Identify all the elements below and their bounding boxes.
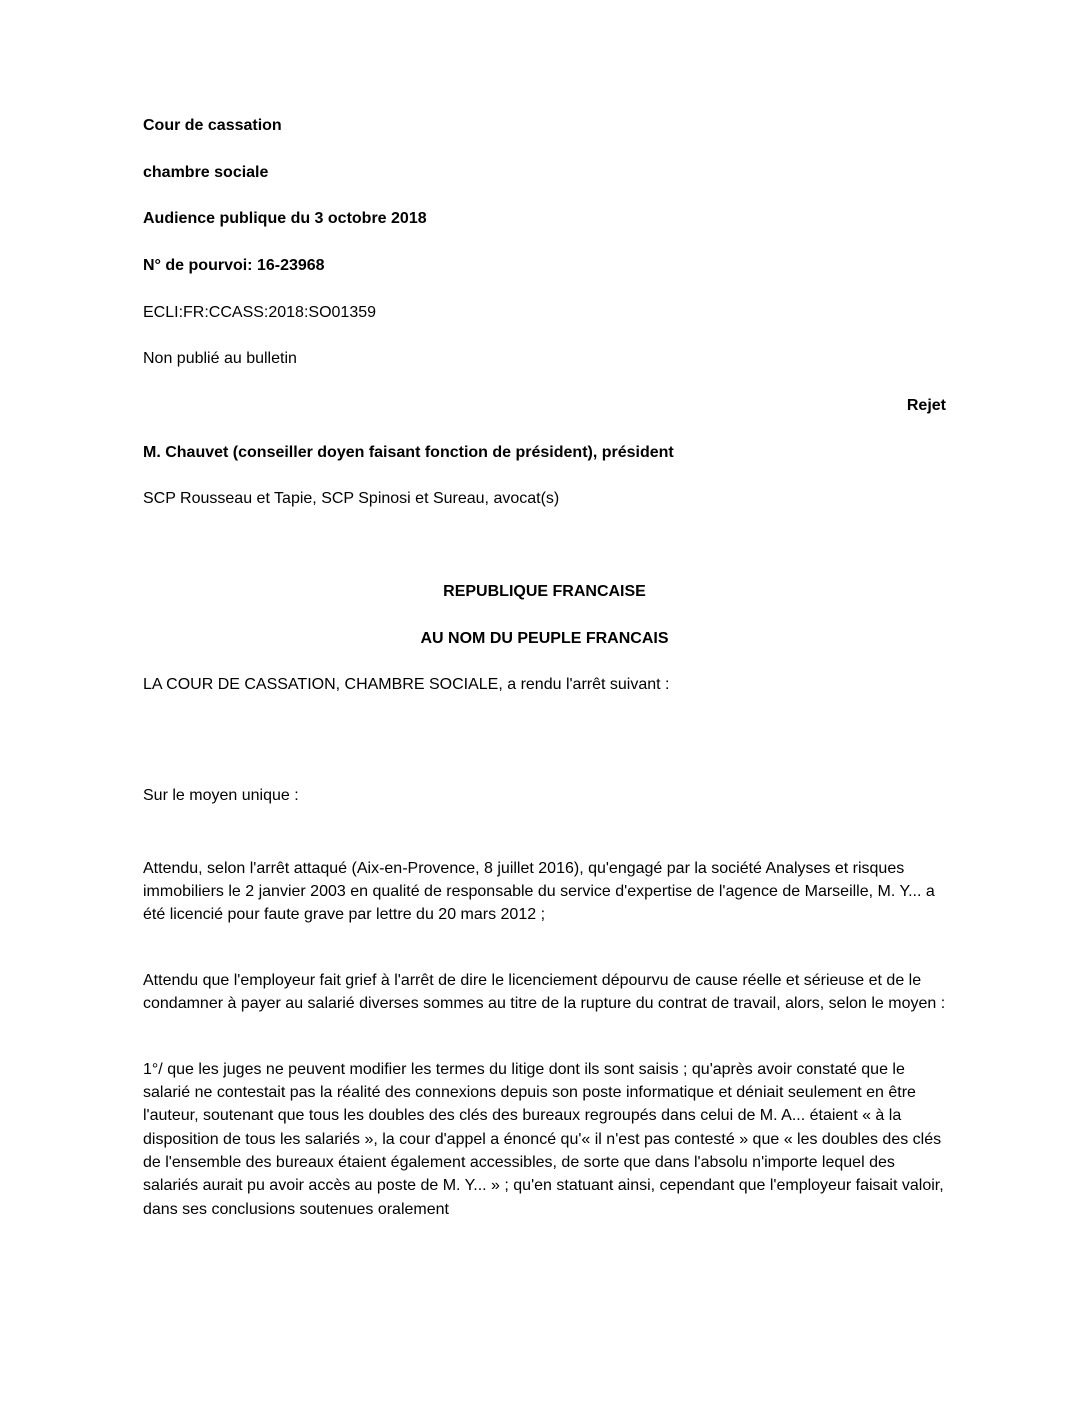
president-line: M. Chauvet (conseiller doyen faisant fonction de président), président <box>143 443 674 461</box>
spacer <box>143 950 946 969</box>
facts-paragraph: Attendu, selon l'arrêt attaqué (Aix-en-Provence, 8 juillet 2016), qu'engagé par la société Analyses et risques immobiliers le 2 janvier 2003 en qualité de responsable du service d'expertise de l'agence de Marseille, M. Y... a été licencié pour faute grave par lettre du 20 mars 2012 ; <box>143 859 940 924</box>
intro-line: LA COUR DE CASSATION, CHAMBRE SOCIALE, a rendu l'arrêt suivant : <box>143 676 670 694</box>
grief-paragraph: Attendu que l'employeur fait grief à l'arrêt de dire le licenciement dépourvu de cause réelle et sérieuse et de le condamner à payer au salarié diverses sommes au titre de la rupture du contrat de travail, alors, selon le moyen : <box>143 971 946 1013</box>
hearing-date: Audience publique du 3 octobre 2018 <box>143 210 427 228</box>
spacer <box>143 534 946 580</box>
spacer <box>143 720 946 784</box>
republic-subtitle: AU NOM DU PEUPLE FRANCAIS <box>420 629 669 647</box>
case-number: N° de pourvoi: 16-23968 <box>143 256 325 274</box>
section-heading-moyen: Sur le moyen unique : <box>143 786 299 804</box>
publication-status: Non publié au bulletin <box>143 350 297 368</box>
decision-outcome: Rejet <box>906 396 946 414</box>
spacer <box>143 1039 946 1058</box>
moyen-paragraph-1: 1°/ que les juges ne peuvent modifier les termes du litige dont ils sont saisis ; qu'après avoir constaté que le salarié ne contestait pas la réalité des connexions depuis son poste informatique et déniait seulement en être l'auteur, soutenant que tous les doubles des clés des bureaux regroupés dans celui de M. A... étaient « à la disposition de tous les salariés », la cour d'appel a énoncé qu'« il n'est pas contesté » que « les doubles des clés de l'ensemble des bureaux étaient également accessibles, de sorte que dans l'absolu n'importe lequel des salariés aurait pu avoir accès au poste de M. Y... » ; qu'en statuant ainsi, cependant que l'employeur faisait valoir, dans ses conclusions soutenues oralement <box>143 1060 949 1218</box>
spacer <box>143 831 946 857</box>
chamber-name: chambre sociale <box>143 163 269 181</box>
court-name: Cour de cassation <box>143 117 282 134</box>
republic-title: REPUBLIQUE FRANCAISE <box>443 582 646 600</box>
ecli-number: ECLI:FR:CCASS:2018:SO01359 <box>143 303 377 321</box>
lawyers-line: SCP Rousseau et Tapie, SCP Spinosi et Sureau, avocat(s) <box>143 490 560 508</box>
